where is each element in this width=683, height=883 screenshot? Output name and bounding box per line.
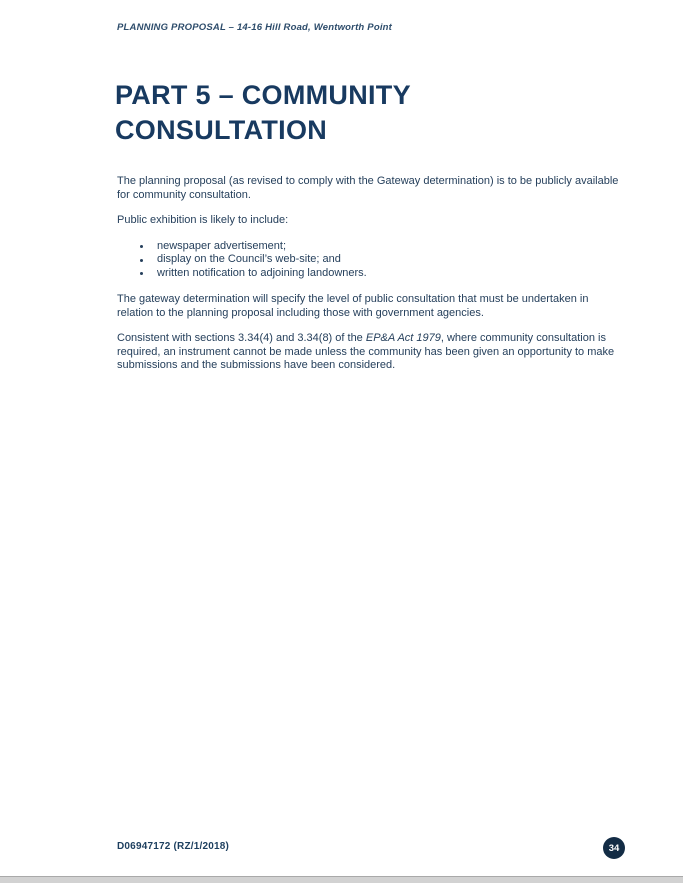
list-item: display on the Council’s web-site; and	[117, 253, 620, 267]
paragraph-intro: The planning proposal (as revised to comply with the Gateway determination) is to be publicly available for community consultation.	[117, 175, 619, 201]
page-bottom-edge	[0, 876, 683, 883]
paragraph-text: , where community consultation is required, an instrument cannot be made unless the community has been given an opportunity to make submissions and the submissions have been considered.	[117, 332, 615, 371]
list-item: newspaper advertisement;	[117, 240, 620, 254]
paragraph-exhibition-lead: Public exhibition is likely to include:	[117, 214, 289, 226]
list-item: written notification to adjoining landowners.	[117, 267, 620, 281]
paragraph-gateway: The gateway determination will specify the level of public consultation that must be undertaken in relation to the planning proposal including those with government agencies.	[117, 293, 589, 319]
page-number-badge: 34	[603, 837, 625, 859]
page-title: PART 5 – COMMUNITY CONSULTATION	[115, 80, 411, 145]
paragraph-text: Consistent with sections 3.34(4) and 3.34(8) of the	[117, 332, 366, 344]
paragraph-act	[117, 332, 620, 373]
running-header: PLANNING PROPOSAL – 14-16 Hill Road, Wentworth Point	[117, 22, 393, 33]
document-reference: D06947172 (RZ/1/2018)	[117, 841, 230, 852]
act-reference: EP&A Act 1979	[365, 332, 441, 344]
bullet-list	[117, 240, 620, 281]
body-content	[117, 175, 620, 385]
